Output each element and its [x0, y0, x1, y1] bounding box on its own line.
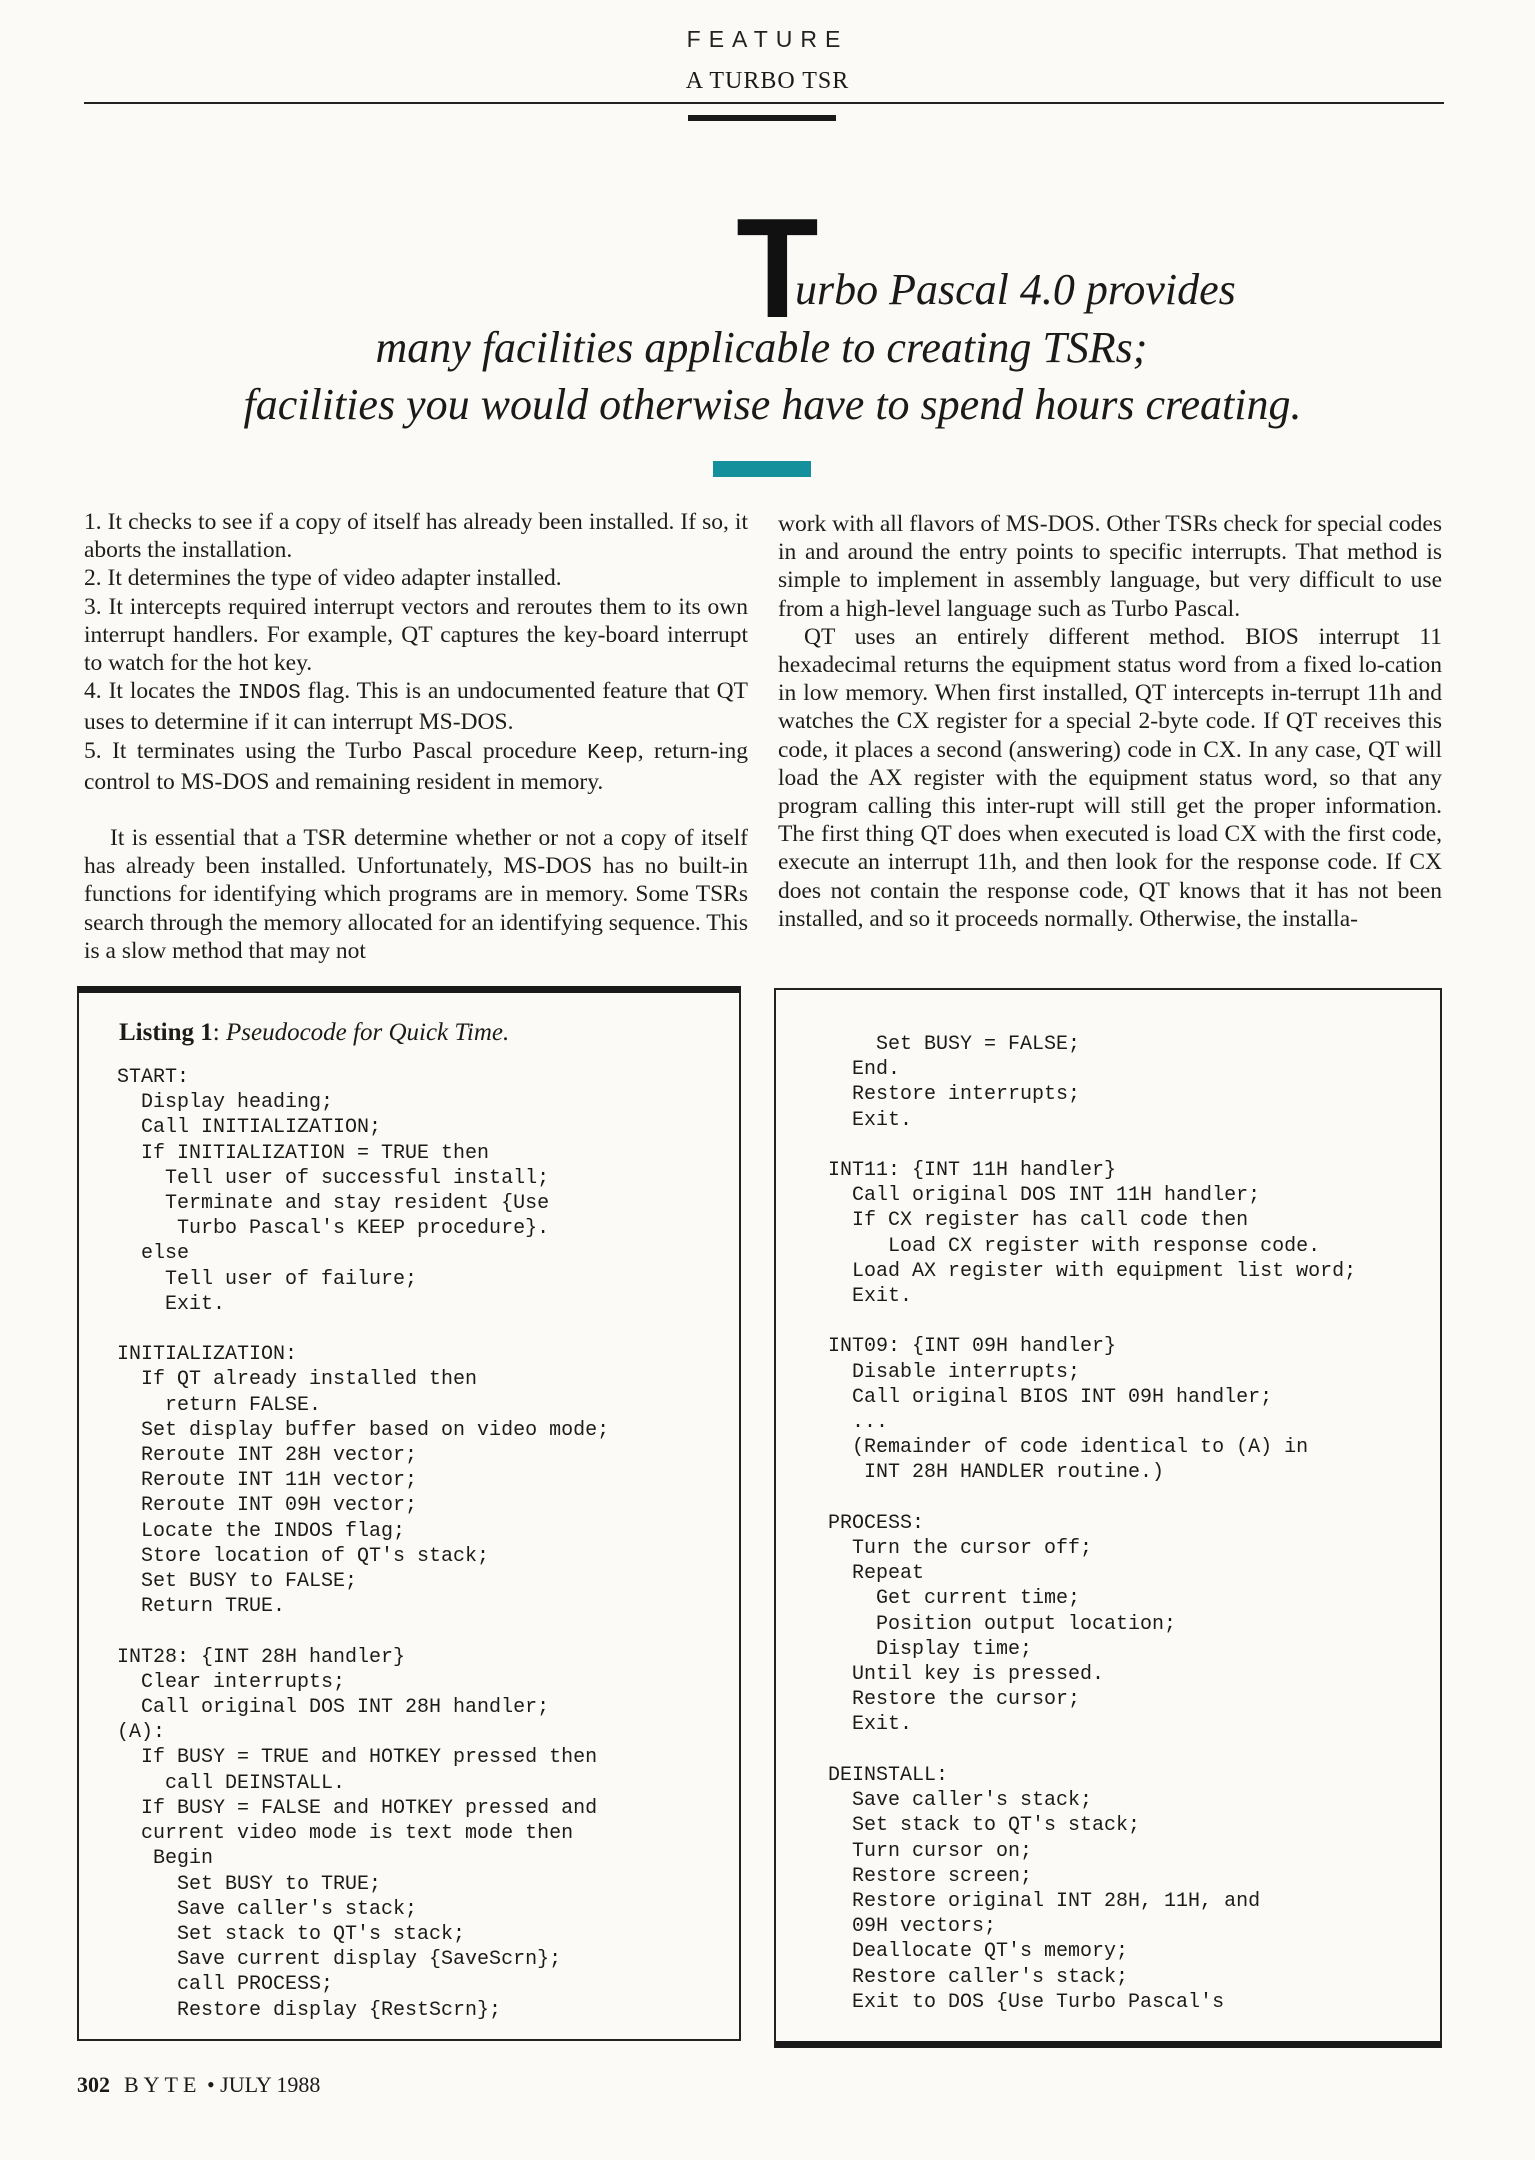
listing-title: Pseudocode for Quick Time. — [225, 1019, 510, 1046]
drop-cap: T — [736, 189, 819, 348]
page-footer: 302 BYTE • JULY 1988 — [77, 2072, 321, 2097]
body-paragraph: QT uses an entirely different method. BIOS interrupt 11 hexadecimal returns the equipment status word from a fixed lo-cation in low memory. When first installed, QT intercepts in-terrupt 11h and watches the CX register for a special 2-byte code. If QT receives this code, it places a second (answering) code in CX. In any case, QT will load the AX register with the equipment status word, so that any program calling this inter-rupt will still get the proper information. The first thing QT does when executed is load CX with the first code, execute an interrupt 11h, and then look for the response code. If CX does not contain the response code, QT knows that it has not been installed, and so it proceeds normally. Otherwise, the installa- — [778, 623, 1442, 932]
body-column-right — [778, 510, 1442, 933]
section-kicker: FEATURE — [686, 26, 849, 52]
listing-label: Listing 1 — [119, 1019, 213, 1046]
list-item-3: 3. It intercepts required interrupt vectors and reroutes them to its own interrupt handlers. For example, QT captures the key-board interrupt to watch for the hot key. — [84, 593, 748, 677]
teal-divider — [713, 461, 811, 477]
listing-caption: Listing 1: Pseudocode for Quick Time. — [119, 1019, 510, 1046]
inline-code: INDOS — [237, 682, 301, 706]
listing-code-continued: Set BUSY = FALSE; End. Restore interrupts; Exit. INT11: {INT 11H handler} Call original DOS INT 11H handler; If CX register has call code then Load CX register with response code. Load AX register with equipment list word; Exit. INT09: {INT 09H handler} Disable interrupts; Call original BIOS INT 09H handler; ... (Remainder of code identical to (A) in INT 28H HANDLER routine.) PROCESS: Turn the cursor off; Repeat Get current time; Position output location; Display time; Until key is pressed. Restore the cursor; Exit. DEINSTALL: Save caller's stack; Set stack to QT's stack; Turn cursor on; Restore screen; Restore original INT 28H, 11H, and 09H vectors; Deallocate QT's memory; Restore caller's stack; Exit to DOS {Use Turbo Pascal's — [828, 1033, 1357, 2014]
body-paragraph: It is essential that a TSR determine whether or not a copy of itself has already been installed. Unfortunately, MS-DOS has no built-in functions for identifying which programs are in memory. Some TSRs search through the memory allocated for an identifying sequence. This is a slow method that may not — [84, 825, 748, 964]
code-listing-box-right — [774, 988, 1442, 2048]
body-paragraph: work with all flavors of MS-DOS. Other TSRs check for special codes in and around the entry points to specific interrupts. That method is simple to implement in assembly language, but very difficult to use from a high-level language such as Turbo Pascal. — [778, 511, 1442, 622]
code-listing-box-left — [77, 986, 741, 2041]
deck-line-1: urbo Pascal 4.0 provides — [795, 265, 1236, 314]
header-accent-bar — [688, 115, 836, 121]
magazine-name: BYTE — [124, 2072, 202, 2097]
issue-date: JULY 1988 — [220, 2072, 321, 2097]
list-item-5: 5. It terminates using the Turbo Pascal procedure Keep, return-ing control to MS-DOS and remaining resident in memory. — [84, 737, 748, 795]
article-running-title: A TURBO TSR — [685, 68, 850, 94]
deck-line-3: facilities you would otherwise have to spend hours creating. — [243, 380, 1302, 429]
body-column-left — [84, 508, 748, 965]
listing-code: START: Display heading; Call INITIALIZATION; If INITIALIZATION = TRUE then Tell user of successful install; Terminate and stay resident {Use Turbo Pascal's KEEP procedure}. else Tell user of failure; Exit. INITIALIZATION: If QT already installed then return FALSE. Set display buffer based on video mode; Reroute INT 28H vector; Reroute INT 11H vector; Reroute INT 09H vector; Locate the INDOS flag; Store location of QT's stack; Set BUSY to FALSE; Return TRUE. INT28: {INT 28H handler} Clear interrupts; Call original DOS INT 28H handler; (A): If BUSY = TRUE and HOTKEY pressed then call DEINSTALL. If BUSY = FALSE and HOTKEY pressed and current video mode is text mode then Begin Set BUSY to TRUE; Save caller's stack; Set stack to QT's stack; Save current display {SaveScrn}; call PROCESS; Restore display {RestScrn}; — [117, 1066, 610, 2022]
header-rule — [84, 102, 1444, 104]
list-item-1: 1. It checks to see if a copy of itself has already been installed. If so, it aborts the installation. — [84, 509, 748, 564]
inline-code: Keep — [587, 741, 638, 765]
list-item-2: 2. It determines the type of video adapter installed. — [84, 565, 562, 592]
deck-line-2: many facilities applicable to creating TSRs; — [375, 323, 1148, 372]
page-number: 302 — [77, 2072, 110, 2097]
list-item-4: 4. It locates the INDOS flag. This is an undocumented feature that QT uses to determine if it can interrupt MS-DOS. — [84, 678, 748, 736]
